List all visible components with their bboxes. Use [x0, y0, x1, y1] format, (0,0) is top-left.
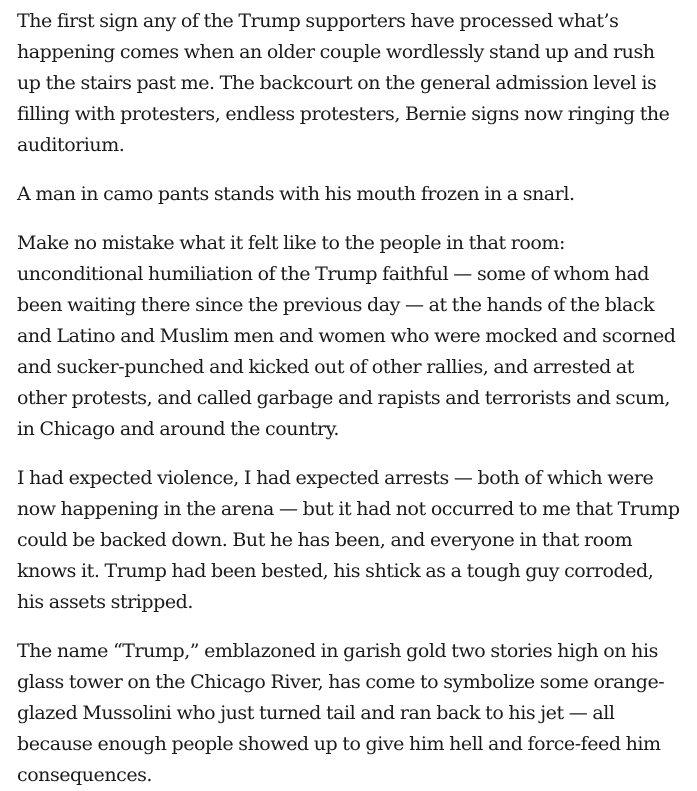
article-paragraph-1: The first sign any of the Trump supporters have processed what’s happening comes when an older couple wordlessly stand up and rush up the stairs past me. The backcourt on the general admission level is filling with protesters, endless protesters, Bernie signs now ringing the auditorium. — [17, 10, 670, 156]
article-paragraph-2: A man in camo pants stands with his mouth frozen in a snarl. — [17, 183, 575, 205]
article-paragraph-3: Make no mistake what it felt like to the people in that room: unconditional humiliation of the Trump faithful — some of whom had been waiting there since the previous day — at the hands of the black and Latino and Muslim men and women who were mocked and scorned and sucker-punched and kicked out of other rallies, and arrested at other protests, and called garbage and rapists and terrorists and scum, in Chicago and around the country. — [17, 232, 676, 440]
article-paragraph-4: I had expected violence, I had expected arrests — both of which were now happening in the arena — but it had not occurred to me that Trump could be backed down. But he has been, and everyone in that room knows it. Trump had been bested, his shtick as a tough guy corroded, his assets stripped. — [17, 467, 680, 613]
article-paragraph-5: The name “Trump,” emblazoned in garish gold two stories high on his glass tower on the Chicago River, has come to symbolize some orange-glazed Mussolini who just turned tail and ran back to his jet — all because enough people showed up to give him hell and force-feed him consequences. — [17, 640, 665, 786]
